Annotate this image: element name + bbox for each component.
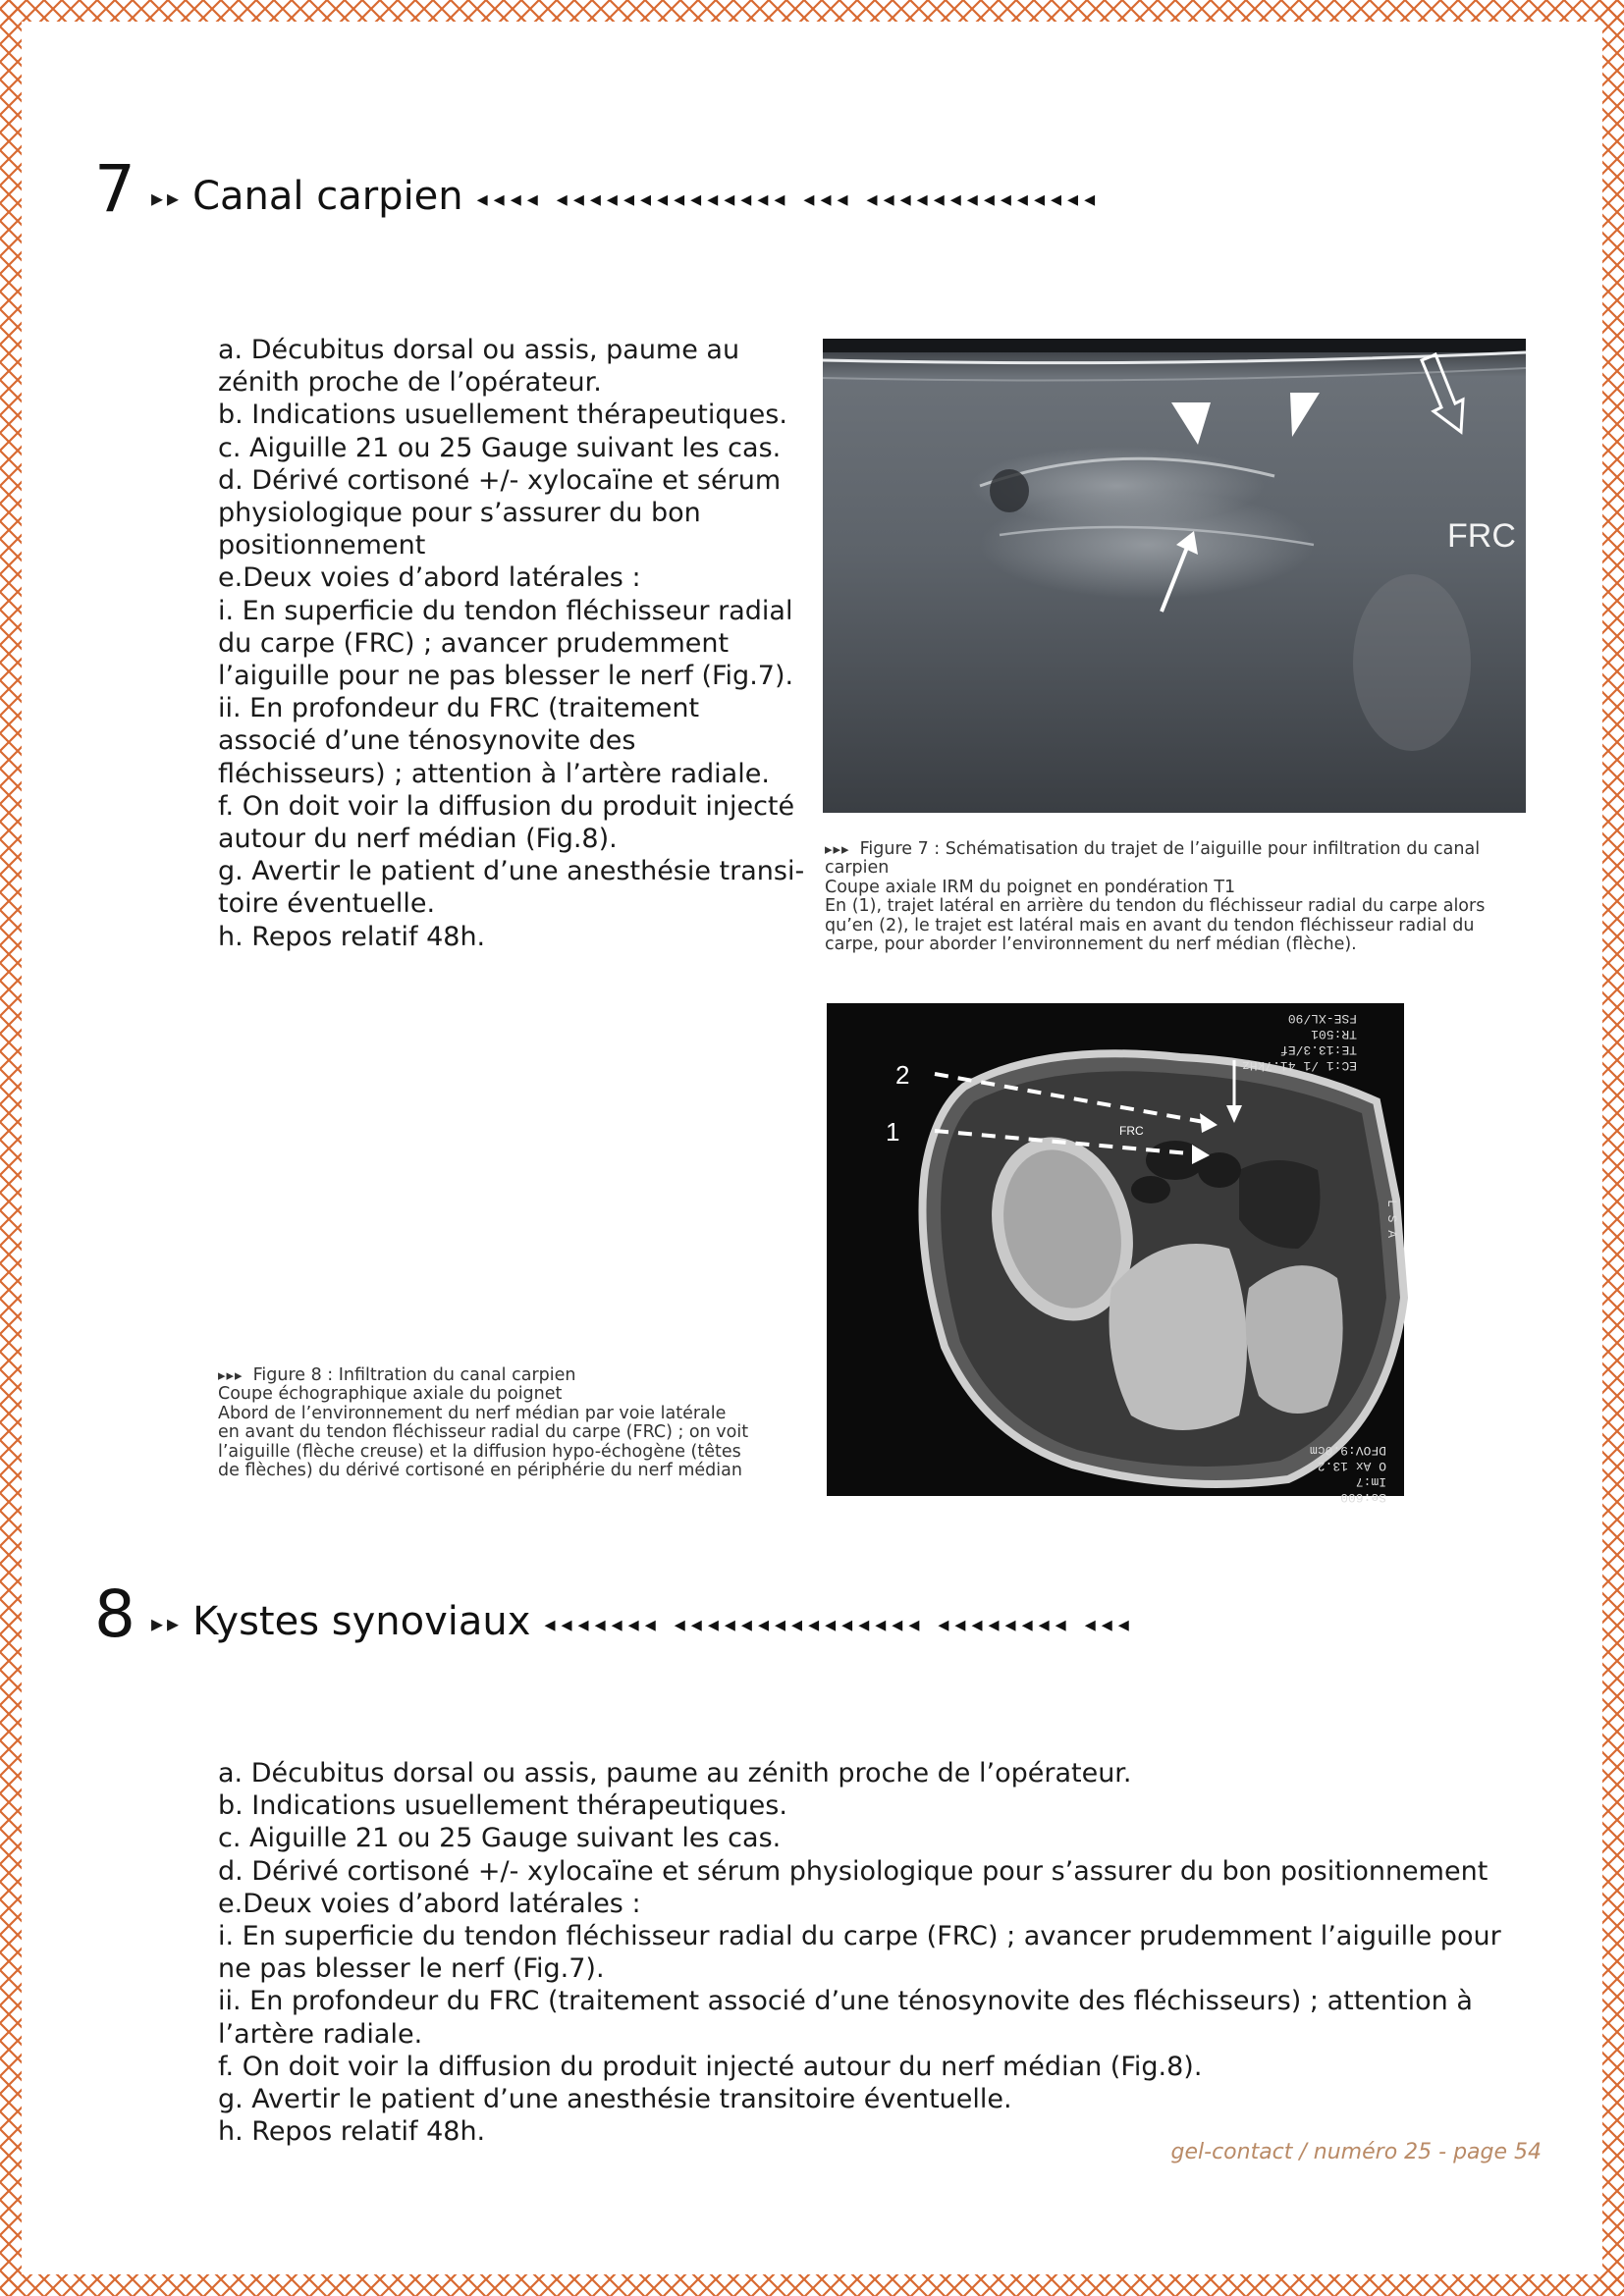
list-item-text: f. On doit voir la diffusion du produit injecté [218,790,795,822]
list-item [218,758,804,790]
list-item-text: c. Aiguille 21 ou 25 Gauge suivant les cas. [218,432,782,463]
caption-text: qu’en (2), le trajet est latéral mais en avant du tendon fléchisseur radial du [825,915,1475,935]
mri-bottom-line: Se:600 [1340,1490,1386,1505]
list-item-text: ii. En profondeur du FRC (traitement [218,693,700,724]
mri-bottom-line: Im:7 [1355,1474,1386,1489]
list-item-text: f. On doit voir la diffusion du produit injecté autour du nerf médian (Fig.8). [218,2051,1203,2082]
caption-line [218,1423,748,1442]
caption-text: En (1), trajet latéral en arrière du tendon du fléchisseur radial du carpe alors [825,896,1486,917]
list-item [218,464,804,497]
list-item [218,887,804,920]
section-7-title: Canal carpien [192,174,463,219]
section-8-heading [94,1576,1135,1652]
mri-label-1: 1 [886,1117,900,1147]
list-item [218,2051,1501,2083]
arrow-right-icon: ▸▸ [151,1610,184,1637]
list-item [218,595,804,627]
arrow-left-icon: ◂◂◂◂◂◂◂ ◂◂◂◂◂◂◂◂◂◂◂◂◂◂◂ ◂◂◂◂◂◂◂◂ ◂◂◂ [544,1613,1135,1637]
mri-meta-line: TR:501 [1311,1027,1357,1041]
caption-line [825,917,1485,935]
list-item [218,627,804,660]
caption-line [825,897,1485,916]
caption-line [218,1462,748,1480]
caption-text: carpien [825,858,890,879]
list-item-text: ne pas blesser le nerf (Fig.7). [218,1953,605,1985]
caption-text: Coupe axiale IRM du poignet en pondération T1 [825,877,1236,897]
list-item-text: l’artère radiale. [218,2018,423,2050]
list-item [218,1888,1501,1920]
list-item [218,334,804,366]
list-item [218,724,804,757]
section-8-title: Kystes synoviaux [192,1599,531,1644]
mri-image [827,1003,1404,1505]
list-item-text: b. Indications usuellement thérapeutiques. [218,1790,787,1822]
list-item-text: e.Deux voies d’abord latérales : [218,562,641,594]
list-item [218,497,804,529]
list-item-text: h. Repos relatif 48h. [218,921,486,952]
list-item [218,2018,1501,2051]
triple-arrow-icon: ▸▸▸ [218,1366,244,1384]
section-7-list [218,334,804,953]
list-item [218,2083,1501,2115]
list-item-text: g. Avertir le patient d’une anesthésie transi- [218,856,805,887]
list-item-text: g. Avertir le patient d’une anesthésie transitoire éventuelle. [218,2084,1012,2115]
caption-text: carpe, pour aborder l’environnement du nerf médian (flèche). [825,934,1357,955]
mri-side-label: L S A [1384,1200,1399,1239]
list-item-text: d. Dérivé cortisoné +/- xylocaïne et sérum physiologique pour s’assurer du bon positionnement [218,1855,1489,1887]
caption-text: en avant du tendon fléchisseur radial du carpe (FRC) ; on voit [218,1422,749,1443]
caption-text: de flèches) du dérivé cortisoné en périphérie du nerf médian [218,1461,742,1481]
section-8-number: 8 [94,1576,135,1652]
list-item-text: associé d’une ténosynovite des [218,725,636,757]
mri-label-2: 2 [895,1060,910,1090]
caption-text: Figure 8 : Infiltration du canal carpien [252,1365,576,1385]
list-item-text: b. Indications usuellement thérapeutiques. [218,400,787,431]
caption-line [218,1366,748,1385]
ultrasound-image [823,339,1526,813]
list-item [218,1757,1501,1789]
list-item-text: autour du nerf médian (Fig.8). [218,824,618,855]
mri-meta-line: TE:13.3/Ef [1279,1042,1357,1057]
mri-meta-line: FSE-XL/90 [1287,1011,1357,1026]
list-item-text: positionnement [218,530,426,561]
mri-meta-line: EC:1 /1 41.7kHz [1241,1058,1357,1073]
list-item [218,366,804,399]
list-item [218,855,804,887]
list-item [218,432,804,464]
list-item [218,1855,1501,1888]
figure-8-caption [218,1366,748,1480]
list-item-text: a. Décubitus dorsal ou assis, paume au zénith proche de l’opérateur. [218,1758,1132,1789]
arrow-right-icon: ▸▸ [151,185,184,212]
list-item-text: i. En superficie du tendon fléchisseur radial [218,595,793,626]
caption-line [825,859,1485,878]
triple-arrow-icon: ▸▸▸ [825,840,850,858]
list-item-text: a. Décubitus dorsal ou assis, paume au [218,335,740,365]
section-8-list [218,1757,1501,2148]
list-item [218,399,804,431]
caption-line [825,840,1485,859]
list-item-text: toire éventuelle. [218,888,436,920]
list-item [218,1985,1501,2017]
list-item [218,660,804,692]
caption-line [825,935,1485,954]
list-item [218,561,804,594]
caption-text: Coupe échographique axiale du poignet [218,1384,563,1405]
page-footer: gel-contact / numéro 25 - page 54 [1170,2140,1542,2164]
section-7-number: 7 [94,151,135,227]
caption-line [218,1405,748,1423]
list-item-text: c. Aiguille 21 ou 25 Gauge suivant les cas. [218,1823,782,1854]
list-item [218,1952,1501,1985]
caption-line [825,879,1485,897]
caption-line [218,1443,748,1462]
figure-7-caption [825,840,1485,954]
section-7-heading [94,151,1102,227]
frc-label: FRC [1447,517,1516,555]
list-item-text: du carpe (FRC) ; avancer prudemment [218,627,730,659]
list-item-text: physiologique pour s’assurer du bon [218,498,701,529]
list-item [218,529,804,561]
caption-text: Figure 7 : Schématisation du trajet de l’aiguille pour infiltration du canal [859,839,1481,859]
list-item-text: l’aiguille pour ne pas blesser le nerf (Fig.7). [218,661,794,692]
list-item [218,1822,1501,1854]
list-item-text: d. Dérivé cortisoné +/- xylocaïne et sérum [218,464,782,496]
caption-text: Abord de l’environnement du nerf médian par voie latérale [218,1403,727,1423]
list-item [218,692,804,724]
list-item-text: e.Deux voies d’abord latérales : [218,1888,641,1919]
caption-line [218,1385,748,1404]
arrow-left-icon: ◂◂◂◂ ◂◂◂◂◂◂◂◂◂◂◂◂◂◂ ◂◂◂ ◂◂◂◂◂◂◂◂◂◂◂◂◂◂ [476,187,1102,212]
list-item [218,823,804,855]
mri-bottom-line: O Ax 13.2 [1317,1459,1386,1473]
list-item-text: ii. En profondeur du FRC (traitement associé d’une ténosynovite des fléchisseurs) ; attention à [218,1986,1473,2017]
list-item [218,790,804,823]
list-item [218,1920,1501,1952]
mri-bottom-line: DFOV:9.0cm [1309,1443,1386,1458]
list-item-text: i. En superficie du tendon fléchisseur radial du carpe (FRC) ; avancer prudemment l’aiguille pour [218,1921,1501,1952]
list-item [218,1789,1501,1822]
list-item-text: h. Repos relatif 48h. [218,2116,486,2148]
caption-text: l’aiguille (flèche creuse) et la diffusion hypo-échogène (têtes [218,1441,741,1462]
list-item [218,921,804,953]
list-item-text: zénith proche de l’opérateur. [218,367,602,399]
mri-label-frc: FRC [1119,1124,1144,1138]
list-item-text: fléchisseurs) ; attention à l’artère radiale. [218,758,770,789]
